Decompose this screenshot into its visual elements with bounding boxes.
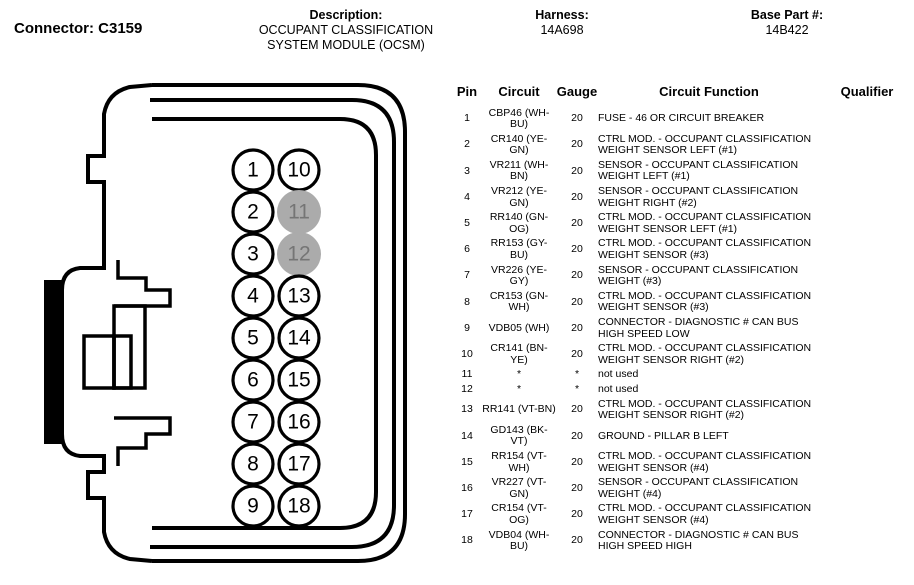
description-label: Description: — [309, 8, 383, 22]
connector-title: Connector: C3159 — [14, 20, 143, 37]
row-circuit: VDB04 (WH-BU) — [488, 528, 550, 553]
column-header-qualifier: Qualifier — [840, 84, 894, 99]
base-part-column — [672, 8, 902, 38]
row-gauge: 20 — [571, 295, 583, 308]
table-row — [452, 368, 914, 383]
row-function: SENSOR - OCCUPANT CLASSIFICATION WEIGHT (#3) — [598, 263, 799, 288]
row-qualifier — [820, 132, 914, 158]
row-gauge: * — [574, 382, 580, 395]
description-column — [196, 8, 496, 53]
row-pin: 4 — [464, 190, 470, 203]
row-gauge: 20 — [571, 429, 583, 442]
row-function: CTRL MOD. - OCCUPANT CLASSIFICATION WEIGHT SENSOR (#3) — [598, 289, 812, 314]
pin-17-label: 17 — [287, 452, 311, 476]
row-gauge: 20 — [571, 138, 583, 151]
row-pin: 15 — [461, 455, 473, 468]
row-qualifier — [820, 211, 914, 237]
row-circuit: VR226 (YE-GY) — [490, 263, 548, 288]
row-pin: 6 — [464, 243, 470, 256]
row-circuit: GD143 (BK-VT) — [490, 423, 548, 448]
row-function: CTRL MOD. - OCCUPANT CLASSIFICATION WEIGHT SENSOR (#3) — [598, 237, 812, 262]
row-circuit: * — [516, 382, 522, 395]
row-gauge: 20 — [571, 534, 583, 547]
row-circuit: CR153 (GN-WH) — [489, 289, 549, 314]
row-qualifier — [820, 316, 914, 342]
row-pin: 18 — [461, 534, 473, 547]
row-pin: 12 — [461, 382, 473, 395]
row-pin: 8 — [464, 295, 470, 308]
base-part-label: Base Part #: — [750, 8, 824, 22]
latch-slot-left — [84, 336, 114, 388]
column-header-function: Circuit Function — [659, 84, 759, 99]
row-pin: 1 — [464, 112, 470, 125]
row-gauge: 20 — [571, 403, 583, 416]
row-gauge: 20 — [571, 508, 583, 521]
row-qualifier — [820, 158, 914, 184]
row-qualifier — [820, 106, 914, 132]
pin-column-left — [233, 150, 273, 526]
pin-assignment-table — [452, 84, 914, 554]
table-row — [452, 132, 914, 158]
harness-label: Harness: — [535, 8, 589, 22]
table-row — [452, 528, 914, 554]
pin-15-label: 15 — [287, 368, 311, 392]
row-gauge: * — [574, 368, 580, 381]
row-qualifier — [820, 289, 914, 315]
pin-column-right — [277, 150, 321, 526]
connector-shell-outer — [152, 85, 405, 561]
latch-block-upper — [114, 260, 170, 306]
row-pin: 17 — [461, 508, 473, 521]
row-gauge: 20 — [571, 112, 583, 125]
row-qualifier — [820, 185, 914, 211]
row-circuit: VR211 (WH-BN) — [489, 158, 549, 183]
row-pin: 14 — [461, 429, 473, 442]
row-pin: 11 — [461, 368, 473, 381]
row-pin: 16 — [461, 481, 473, 494]
row-circuit: CBP46 (WH-BU) — [488, 106, 550, 131]
row-circuit: CR154 (VT-OG) — [491, 502, 547, 526]
row-circuit: VDB05 (WH) — [488, 321, 550, 334]
row-gauge: 20 — [571, 347, 583, 360]
row-function: not used — [598, 382, 639, 395]
pin-9-label: 9 — [247, 494, 259, 518]
row-circuit: RR141 (VT-BN) — [482, 403, 556, 416]
table-header-row — [452, 84, 914, 106]
row-function: CTRL MOD. - OCCUPANT CLASSIFICATION WEIGHT SENSOR (#4) — [598, 449, 812, 474]
row-circuit: VR227 (VT-GN) — [491, 476, 547, 500]
row-function: CTRL MOD. - OCCUPANT CLASSIFICATION WEIGHT SENSOR RIGHT (#2) — [598, 342, 812, 366]
row-gauge: 20 — [571, 217, 583, 230]
pin-18-label: 18 — [287, 494, 311, 518]
page-header — [0, 0, 914, 62]
row-circuit: * — [516, 368, 522, 381]
row-function: CTRL MOD. - OCCUPANT CLASSIFICATION WEIGHT SENSOR RIGHT (#2) — [598, 397, 812, 422]
row-function: GROUND - PILLAR B LEFT — [598, 429, 729, 442]
pin-1-label: 1 — [247, 158, 259, 182]
base-part-value: 14B422 — [765, 23, 809, 37]
row-gauge: 20 — [571, 269, 583, 282]
table-row — [452, 342, 914, 368]
table-row — [452, 106, 914, 132]
row-pin: 13 — [461, 403, 473, 416]
row-pin: 10 — [461, 347, 473, 360]
pin-13-label: 13 — [287, 284, 311, 308]
row-qualifier — [820, 263, 914, 289]
row-function: SENSOR - OCCUPANT CLASSIFICATION WEIGHT LEFT (#1) — [598, 158, 799, 183]
pin-11-label: 11 — [288, 200, 310, 224]
row-function: SENSOR - OCCUPANT CLASSIFICATION WEIGHT RIGHT (#2) — [598, 185, 799, 209]
row-pin: 9 — [464, 321, 470, 334]
row-gauge: 20 — [571, 321, 583, 334]
row-function: not used — [598, 368, 639, 381]
table-row — [452, 502, 914, 528]
table-row — [452, 382, 914, 397]
table-row — [452, 263, 914, 289]
row-circuit: VR212 (YE-GN) — [490, 185, 548, 209]
table-row — [452, 316, 914, 342]
pin-3-label: 3 — [247, 242, 259, 266]
row-function: CTRL MOD. - OCCUPANT CLASSIFICATION WEIGHT SENSOR LEFT (#1) — [598, 211, 812, 235]
latch-block-lower — [114, 418, 170, 466]
latch-slot-right — [114, 336, 131, 388]
description-value-line2: SYSTEM MODULE (OCSM) — [267, 38, 425, 52]
pin-5-label: 5 — [247, 326, 259, 350]
pin-2-label: 2 — [247, 200, 259, 224]
table-row — [452, 397, 914, 423]
connector-body-profile — [62, 85, 152, 561]
table-row — [452, 476, 914, 502]
row-qualifier — [820, 476, 914, 502]
row-qualifier — [820, 237, 914, 263]
table-row — [452, 449, 914, 475]
column-header-circuit: Circuit — [498, 84, 540, 99]
row-qualifier — [820, 423, 914, 449]
row-function: CTRL MOD. - OCCUPANT CLASSIFICATION WEIGHT SENSOR (#4) — [598, 502, 812, 526]
pin-7-label: 7 — [247, 410, 259, 434]
table-row — [452, 237, 914, 263]
row-circuit: CR140 (YE-GN) — [490, 132, 548, 157]
table-body — [452, 106, 914, 554]
table-row — [452, 423, 914, 449]
row-qualifier — [820, 502, 914, 528]
row-function: FUSE - 46 OR CIRCUIT BREAKER — [598, 112, 765, 125]
description-value-line1: OCCUPANT CLASSIFICATION — [258, 23, 434, 37]
row-function: CONNECTOR - DIAGNOSTIC # CAN BUS HIGH SPEED HIGH — [598, 528, 799, 553]
row-qualifier — [820, 382, 914, 397]
table-row — [452, 158, 914, 184]
pin-14-label: 14 — [287, 326, 311, 350]
row-function: SENSOR - OCCUPANT CLASSIFICATION WEIGHT (#4) — [598, 476, 799, 500]
connector-diagram — [0, 62, 446, 585]
row-function: CTRL MOD. - OCCUPANT CLASSIFICATION WEIGHT SENSOR LEFT (#1) — [598, 132, 812, 157]
table-row — [452, 185, 914, 211]
row-circuit: CR141 (BN-YE) — [490, 342, 548, 366]
row-pin: 7 — [464, 269, 470, 282]
row-qualifier — [820, 368, 914, 383]
row-circuit: RR140 (GN-OG) — [489, 211, 549, 235]
row-circuit: RR153 (GY-BU) — [490, 237, 548, 262]
pin-6-label: 6 — [247, 368, 259, 392]
row-gauge: 20 — [571, 164, 583, 177]
row-function: CONNECTOR - DIAGNOSTIC # CAN BUS HIGH SPEED LOW — [598, 316, 799, 340]
pin-8-label: 8 — [247, 452, 259, 476]
row-pin: 2 — [464, 138, 470, 151]
pin-12-label: 12 — [287, 242, 311, 266]
column-header-pin: Pin — [456, 84, 478, 99]
pin-10-label: 10 — [287, 158, 311, 182]
row-qualifier — [820, 397, 914, 423]
row-gauge: 20 — [571, 455, 583, 468]
harness-column — [452, 8, 672, 38]
row-qualifier — [820, 528, 914, 554]
row-pin: 5 — [464, 217, 470, 230]
row-circuit: RR154 (VT-WH) — [491, 449, 547, 474]
row-qualifier — [820, 342, 914, 368]
row-pin: 3 — [464, 164, 470, 177]
row-gauge: 20 — [571, 481, 583, 494]
row-gauge: 20 — [571, 243, 583, 256]
harness-value: 14A698 — [540, 23, 584, 37]
row-qualifier — [820, 449, 914, 475]
row-gauge: 20 — [571, 190, 583, 203]
column-header-gauge: Gauge — [556, 84, 598, 99]
table-row — [452, 211, 914, 237]
connector-keying-bar — [44, 280, 62, 444]
table-row — [452, 289, 914, 315]
pin-4-label: 4 — [247, 284, 259, 308]
pin-16-label: 16 — [287, 410, 311, 434]
